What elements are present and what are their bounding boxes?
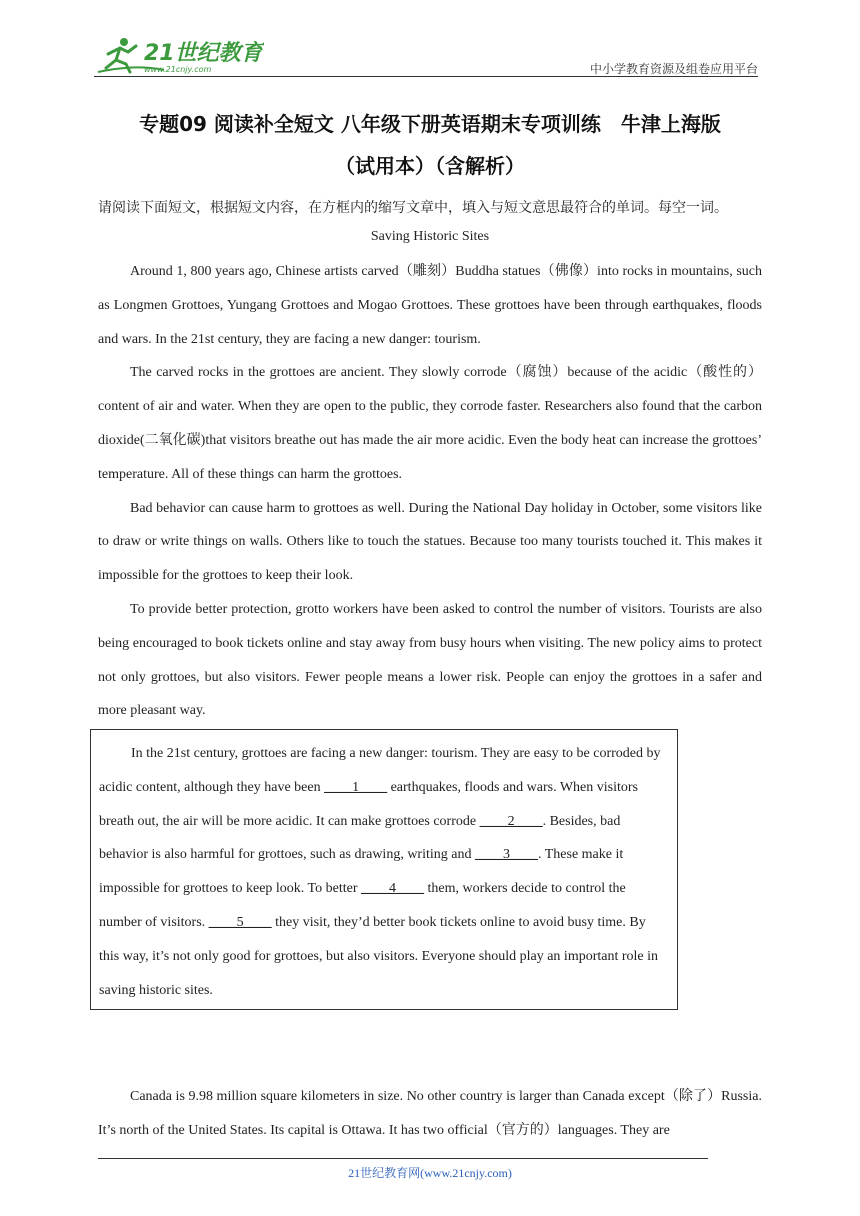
header-divider xyxy=(94,76,758,77)
passage-paragraph: Bad behavior can cause harm to grottoes as well. During the National Day holiday in October, some visitors like to draw or write things on walls. Others like to touch the statues. Because too many tourists touched it. This makes it impossible for the grottoes to keep their look. xyxy=(98,500,762,584)
canada-paragraph: Canada is 9.98 million square kilometers in size. No other country is larger than Canada except（除了）Russia. It’s north of the United States. Its capital is Ottawa. It has two official（官方的）languages. They are xyxy=(98,1089,762,1138)
svg-text:www.21cnjy.com: www.21cnjy.com xyxy=(144,65,212,74)
summary-segment: they visit, they’d better book tickets online to avoid busy time. By this way, it’s not only good for grottoes, but also visitors. Everyone should play an important role in saving historic sites. xyxy=(99,914,659,998)
passage-paragraph: To provide better protection, grotto workers have been asked to control the number of visitors. Tourists are also being encouraged to book tickets online and stay away from busy hours when visiting. The new policy aims to protect not only grottoes, but also visitors. Fewer people means a lower risk. People can enjoy the grottoes in a safer and more pleasant way. xyxy=(98,601,762,719)
reading-passage xyxy=(98,255,762,728)
blank-4: ____4____ xyxy=(361,881,424,897)
blank-2: ____2____ xyxy=(479,813,543,829)
document-title: 专题09 阅读补全短文 八年级下册英语期末专项训练 牛津上海版 xyxy=(139,112,721,136)
instructions: 请阅读下面短文，根据短文内容，在方框内的缩写文章中，填入与短文意思最符合的单词。每空一词。 xyxy=(98,200,728,216)
page-header xyxy=(94,34,758,78)
blank-3: ____3____ xyxy=(474,847,538,863)
passage-paragraph: The carved rocks in the grottoes are ancient. They slowly corrode（腐蚀）because of the acidic（酸性的）content of air and water. When they are open to the public, they corrode faster. Researchers also found that the carbon dioxide(二氧化碳)that visitors breathe out has made the air more acidic. Even the body heat can increase the grottoes’ temperature. All of these things can harm the grottoes. xyxy=(98,365,762,482)
summary-segment: them, workers decide to control the number of visitors. xyxy=(99,881,626,930)
summary-segment: earthquakes, floods and wars. When visitors breath out, the air will be more acidic. It can make grottoes corrode xyxy=(99,779,638,829)
passage-paragraph: Around 1, 800 years ago, Chinese artists carved（雕刻）Buddha statues（佛像）into rocks in mountains, such as Longmen Grottoes, Yungang Grottoes and Mogao Grottoes. These grottoes have been through earthquakes, floods and wars. In the 21st century, they are facing a new danger: tourism. xyxy=(98,264,762,347)
canada-passage xyxy=(98,1080,762,1148)
site-logo xyxy=(94,34,264,76)
summary-segment: . Besides, bad behavior is also harmful for grottoes, such as drawing, writing and xyxy=(99,813,621,863)
header-platform-text: 中小学教育资源及组卷应用平台 xyxy=(589,62,758,76)
document-subtitle: （试用本）（含解析） xyxy=(335,154,525,178)
summary-text xyxy=(99,737,667,1007)
summary-segment: . These make it impossible for grottoes to keep look. To better xyxy=(99,847,624,897)
footer-divider xyxy=(98,1158,708,1159)
summary-box xyxy=(90,729,678,1010)
footer-link[interactable]: 21世纪教育网(www.21cnjy.com) xyxy=(348,1166,512,1180)
blank-5: ____5____ xyxy=(208,914,272,930)
svg-text:21世纪教育: 21世纪教育 xyxy=(144,41,263,66)
blank-1: ____1____ xyxy=(324,779,388,795)
summary-paragraph xyxy=(99,737,667,1007)
summary-segment: In the 21st century, grottoes are facing a new danger: tourism. They are easy to be corroded by acidic content, although they have been xyxy=(99,746,661,795)
passage-title: Saving Historic Sites xyxy=(370,229,490,244)
